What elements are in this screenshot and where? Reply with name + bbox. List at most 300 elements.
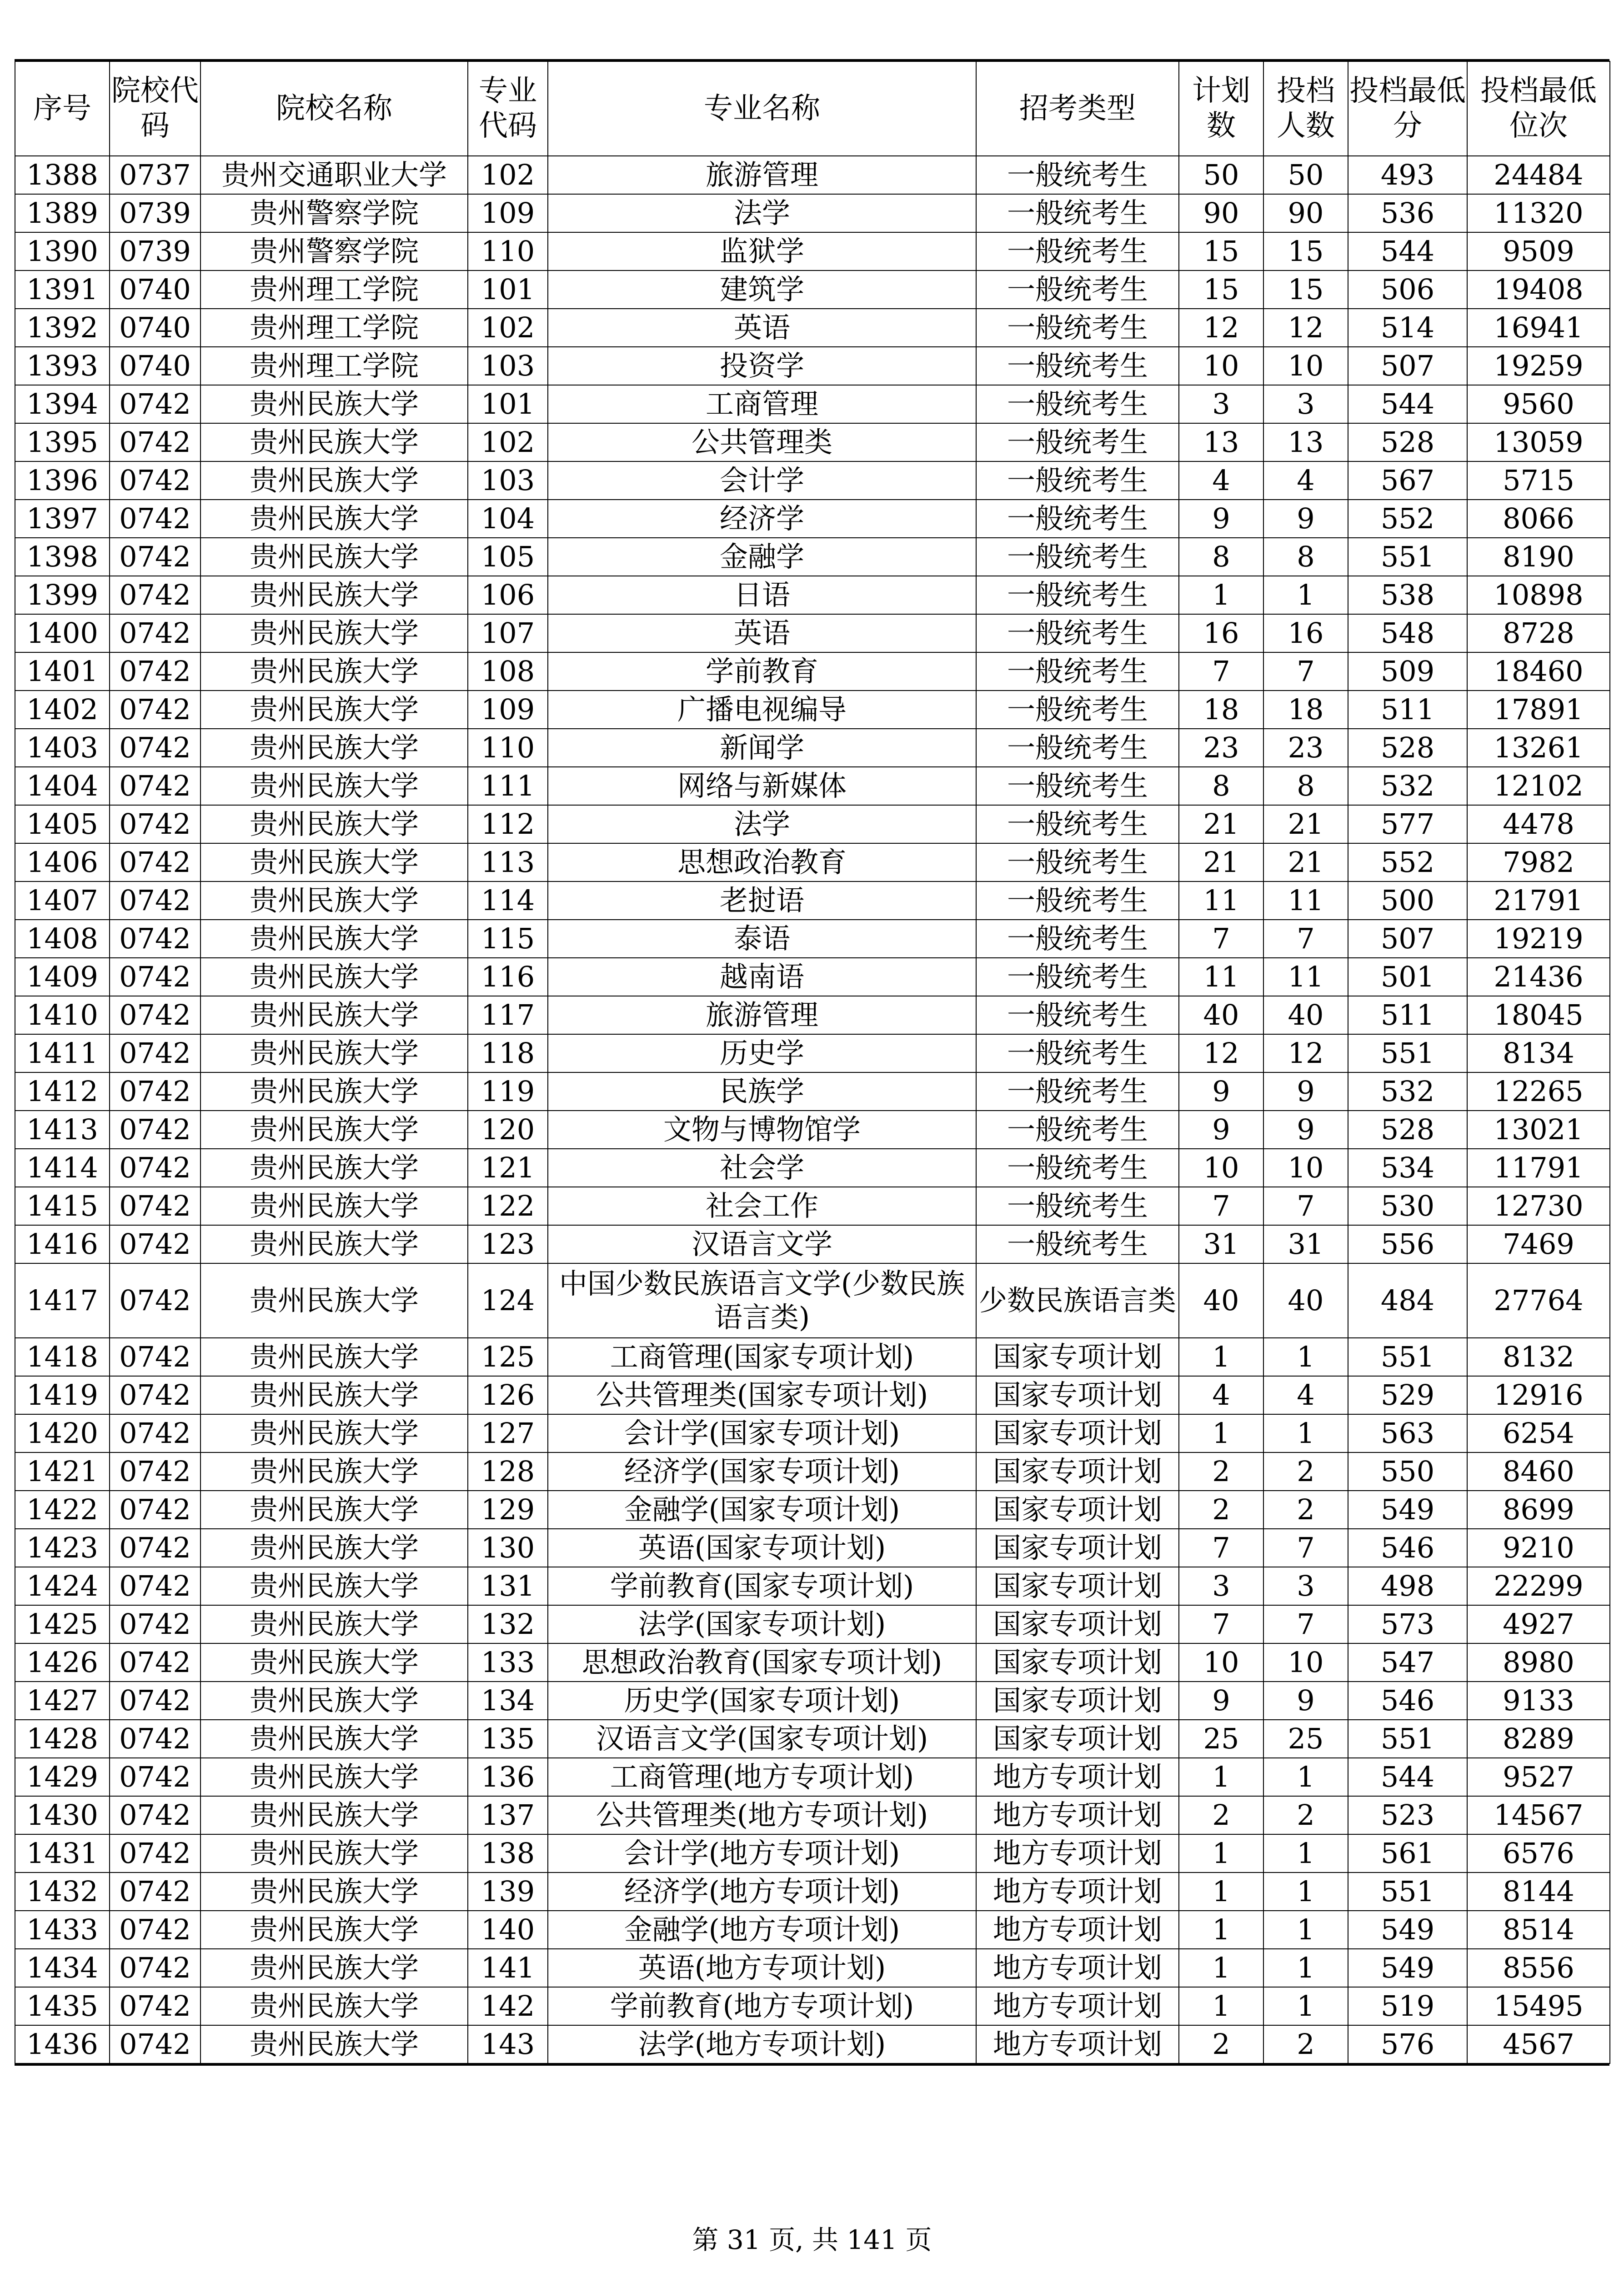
cell-admitted-count: 10 xyxy=(1263,1643,1348,1682)
cell-major-name: 英语(国家专项计划) xyxy=(548,1529,976,1567)
cell-plan-count: 7 xyxy=(1179,652,1263,691)
cell-min-score: 528 xyxy=(1348,1111,1467,1149)
cell-admission-type: 国家专项计划 xyxy=(976,1643,1179,1682)
cell-seq: 1389 xyxy=(15,194,110,232)
cell-major-code: 139 xyxy=(468,1872,548,1911)
cell-major-name: 老挝语 xyxy=(548,881,976,920)
cell-admission-type: 一般统考生 xyxy=(976,767,1179,805)
table-row xyxy=(15,1149,1610,1187)
cell-min-score: 549 xyxy=(1348,1491,1467,1529)
cell-admitted-count: 16 xyxy=(1263,614,1348,652)
cell-seq: 1436 xyxy=(15,2025,110,2063)
cell-min-rank: 18460 xyxy=(1467,652,1610,691)
cell-admitted-count: 21 xyxy=(1263,805,1348,843)
cell-admitted-count: 1 xyxy=(1263,1872,1348,1911)
cell-admission-type: 地方专项计划 xyxy=(976,1758,1179,1796)
cell-plan-count: 2 xyxy=(1179,1796,1263,1834)
cell-school-name: 贵州民族大学 xyxy=(200,1758,468,1796)
cell-school-name: 贵州民族大学 xyxy=(200,843,468,881)
cell-min-rank: 16941 xyxy=(1467,309,1610,347)
cell-min-rank: 12102 xyxy=(1467,767,1610,805)
cell-school-code: 0742 xyxy=(110,1987,200,2025)
cell-school-name: 贵州民族大学 xyxy=(200,881,468,920)
cell-min-rank: 11320 xyxy=(1467,194,1610,232)
cell-min-rank: 9133 xyxy=(1467,1682,1610,1720)
cell-admitted-count: 31 xyxy=(1263,1225,1348,1263)
cell-major-name: 学前教育(国家专项计划) xyxy=(548,1567,976,1605)
cell-major-name: 泰语 xyxy=(548,920,976,958)
cell-school-code: 0742 xyxy=(110,1643,200,1682)
cell-school-name: 贵州民族大学 xyxy=(200,538,468,576)
cell-major-name: 英语 xyxy=(548,309,976,347)
cell-school-name: 贵州民族大学 xyxy=(200,1225,468,1263)
table-row xyxy=(15,1720,1610,1758)
cell-major-name: 新闻学 xyxy=(548,729,976,767)
cell-admission-type: 一般统考生 xyxy=(976,805,1179,843)
cell-admitted-count: 4 xyxy=(1263,1376,1348,1414)
cell-admission-type: 国家专项计划 xyxy=(976,1720,1179,1758)
table-row xyxy=(15,347,1610,385)
cell-school-code: 0742 xyxy=(110,843,200,881)
cell-major-code: 101 xyxy=(468,385,548,423)
cell-min-score: 498 xyxy=(1348,1567,1467,1605)
cell-admitted-count: 7 xyxy=(1263,1529,1348,1567)
cell-admitted-count: 10 xyxy=(1263,1149,1348,1187)
cell-min-score: 546 xyxy=(1348,1529,1467,1567)
cell-admission-type: 一般统考生 xyxy=(976,652,1179,691)
cell-school-name: 贵州民族大学 xyxy=(200,385,468,423)
cell-plan-count: 2 xyxy=(1179,1491,1263,1529)
cell-plan-count: 16 xyxy=(1179,614,1263,652)
cell-major-code: 107 xyxy=(468,614,548,652)
cell-school-code: 0742 xyxy=(110,1034,200,1072)
cell-seq: 1401 xyxy=(15,652,110,691)
cell-major-code: 137 xyxy=(468,1796,548,1834)
cell-school-name: 贵州民族大学 xyxy=(200,1567,468,1605)
table-row xyxy=(15,1414,1610,1452)
cell-seq: 1404 xyxy=(15,767,110,805)
table-row xyxy=(15,194,1610,232)
cell-plan-count: 1 xyxy=(1179,1911,1263,1949)
cell-plan-count: 2 xyxy=(1179,1452,1263,1491)
cell-major-name: 历史学 xyxy=(548,1034,976,1072)
admission-table xyxy=(15,61,1610,2064)
cell-min-score: 552 xyxy=(1348,500,1467,538)
cell-school-code: 0742 xyxy=(110,652,200,691)
table-row xyxy=(15,1491,1610,1529)
cell-min-rank: 8289 xyxy=(1467,1720,1610,1758)
cell-min-score: 547 xyxy=(1348,1643,1467,1682)
cell-admission-type: 一般统考生 xyxy=(976,385,1179,423)
cell-school-name: 贵州民族大学 xyxy=(200,1872,468,1911)
cell-major-code: 140 xyxy=(468,1911,548,1949)
cell-admitted-count: 3 xyxy=(1263,385,1348,423)
table-row xyxy=(15,1949,1610,1987)
cell-admission-type: 国家专项计划 xyxy=(976,1529,1179,1567)
cell-seq: 1416 xyxy=(15,1225,110,1263)
cell-min-rank: 19408 xyxy=(1467,270,1610,309)
cell-plan-count: 9 xyxy=(1179,1111,1263,1149)
cell-min-rank: 9210 xyxy=(1467,1529,1610,1567)
cell-major-name: 广播电视编导 xyxy=(548,691,976,729)
table-row xyxy=(15,1376,1610,1414)
cell-major-code: 130 xyxy=(468,1529,548,1567)
cell-admission-type: 一般统考生 xyxy=(976,996,1179,1034)
cell-plan-count: 7 xyxy=(1179,920,1263,958)
cell-admission-type: 一般统考生 xyxy=(976,691,1179,729)
cell-admitted-count: 90 xyxy=(1263,194,1348,232)
cell-seq: 1394 xyxy=(15,385,110,423)
cell-school-name: 贵州民族大学 xyxy=(200,576,468,614)
cell-admitted-count: 40 xyxy=(1263,1263,1348,1338)
cell-school-name: 贵州民族大学 xyxy=(200,996,468,1034)
cell-seq: 1403 xyxy=(15,729,110,767)
cell-major-name: 思想政治教育(国家专项计划) xyxy=(548,1643,976,1682)
cell-major-code: 128 xyxy=(468,1452,548,1491)
cell-major-code: 121 xyxy=(468,1149,548,1187)
cell-admission-type: 一般统考生 xyxy=(976,461,1179,500)
cell-major-name: 会计学(国家专项计划) xyxy=(548,1414,976,1452)
table-row xyxy=(15,1987,1610,2025)
cell-plan-count: 7 xyxy=(1179,1187,1263,1225)
cell-school-name: 贵州民族大学 xyxy=(200,1643,468,1682)
header-seq: 序号 xyxy=(15,61,110,156)
cell-school-name: 贵州民族大学 xyxy=(200,1987,468,2025)
cell-admitted-count: 1 xyxy=(1263,576,1348,614)
cell-min-score: 536 xyxy=(1348,194,1467,232)
cell-min-score: 501 xyxy=(1348,958,1467,996)
cell-admission-type: 一般统考生 xyxy=(976,1072,1179,1111)
cell-school-name: 贵州民族大学 xyxy=(200,1834,468,1872)
cell-school-name: 贵州民族大学 xyxy=(200,1149,468,1187)
cell-plan-count: 1 xyxy=(1179,1949,1263,1987)
cell-major-name: 学前教育 xyxy=(548,652,976,691)
cell-min-rank: 8460 xyxy=(1467,1452,1610,1491)
cell-plan-count: 40 xyxy=(1179,996,1263,1034)
cell-school-name: 贵州民族大学 xyxy=(200,920,468,958)
cell-major-name: 中国少数民族语言文学(少数民族语言类) xyxy=(548,1263,976,1338)
cell-school-code: 0742 xyxy=(110,500,200,538)
cell-plan-count: 13 xyxy=(1179,423,1263,461)
table-row xyxy=(15,691,1610,729)
cell-major-code: 126 xyxy=(468,1376,548,1414)
cell-school-code: 0742 xyxy=(110,1225,200,1263)
cell-min-rank: 12265 xyxy=(1467,1072,1610,1111)
cell-school-name: 贵州民族大学 xyxy=(200,1187,468,1225)
cell-plan-count: 10 xyxy=(1179,347,1263,385)
cell-min-rank: 24484 xyxy=(1467,156,1610,194)
table-row xyxy=(15,614,1610,652)
cell-school-name: 贵州民族大学 xyxy=(200,1720,468,1758)
cell-admission-type: 一般统考生 xyxy=(976,958,1179,996)
cell-major-name: 工商管理 xyxy=(548,385,976,423)
cell-admission-type: 一般统考生 xyxy=(976,423,1179,461)
cell-major-name: 工商管理(国家专项计划) xyxy=(548,1338,976,1376)
cell-admitted-count: 8 xyxy=(1263,767,1348,805)
cell-school-code: 0742 xyxy=(110,614,200,652)
cell-seq: 1402 xyxy=(15,691,110,729)
table-row xyxy=(15,156,1610,194)
table-row xyxy=(15,1529,1610,1567)
header-min-score: 投档最低分 xyxy=(1348,61,1467,156)
cell-plan-count: 1 xyxy=(1179,576,1263,614)
cell-school-name: 贵州民族大学 xyxy=(200,1072,468,1111)
cell-school-name: 贵州理工学院 xyxy=(200,270,468,309)
cell-min-score: 544 xyxy=(1348,385,1467,423)
cell-school-code: 0740 xyxy=(110,347,200,385)
cell-admitted-count: 2 xyxy=(1263,2025,1348,2063)
cell-plan-count: 2 xyxy=(1179,2025,1263,2063)
cell-plan-count: 9 xyxy=(1179,1682,1263,1720)
cell-min-score: 573 xyxy=(1348,1605,1467,1643)
cell-min-score: 577 xyxy=(1348,805,1467,843)
cell-plan-count: 25 xyxy=(1179,1720,1263,1758)
cell-school-name: 贵州民族大学 xyxy=(200,1949,468,1987)
cell-plan-count: 31 xyxy=(1179,1225,1263,1263)
table-row xyxy=(15,805,1610,843)
cell-major-code: 117 xyxy=(468,996,548,1034)
cell-admission-type: 一般统考生 xyxy=(976,309,1179,347)
cell-min-score: 511 xyxy=(1348,691,1467,729)
table-row xyxy=(15,996,1610,1034)
cell-school-name: 贵州民族大学 xyxy=(200,423,468,461)
cell-plan-count: 18 xyxy=(1179,691,1263,729)
cell-major-name: 旅游管理 xyxy=(548,156,976,194)
cell-admitted-count: 7 xyxy=(1263,1605,1348,1643)
table-row xyxy=(15,1034,1610,1072)
cell-seq: 1423 xyxy=(15,1529,110,1567)
cell-school-name: 贵州民族大学 xyxy=(200,1452,468,1491)
cell-admitted-count: 9 xyxy=(1263,1072,1348,1111)
cell-min-rank: 9527 xyxy=(1467,1758,1610,1796)
cell-admission-type: 国家专项计划 xyxy=(976,1452,1179,1491)
cell-major-name: 汉语言文学 xyxy=(548,1225,976,1263)
cell-admitted-count: 2 xyxy=(1263,1491,1348,1529)
cell-plan-count: 8 xyxy=(1179,538,1263,576)
cell-seq: 1417 xyxy=(15,1263,110,1338)
cell-major-code: 109 xyxy=(468,194,548,232)
cell-plan-count: 12 xyxy=(1179,309,1263,347)
cell-seq: 1431 xyxy=(15,1834,110,1872)
cell-seq: 1391 xyxy=(15,270,110,309)
cell-school-code: 0737 xyxy=(110,156,200,194)
cell-major-name: 英语(地方专项计划) xyxy=(548,1949,976,1987)
cell-major-code: 110 xyxy=(468,729,548,767)
cell-admitted-count: 23 xyxy=(1263,729,1348,767)
cell-school-name: 贵州交通职业大学 xyxy=(200,156,468,194)
cell-seq: 1432 xyxy=(15,1872,110,1911)
cell-school-name: 贵州民族大学 xyxy=(200,1911,468,1949)
cell-plan-count: 1 xyxy=(1179,1834,1263,1872)
cell-admission-type: 一般统考生 xyxy=(976,1111,1179,1149)
table-row xyxy=(15,1338,1610,1376)
cell-min-score: 534 xyxy=(1348,1149,1467,1187)
table-row xyxy=(15,1225,1610,1263)
cell-min-rank: 27764 xyxy=(1467,1263,1610,1338)
cell-school-name: 贵州民族大学 xyxy=(200,1338,468,1376)
cell-admitted-count: 13 xyxy=(1263,423,1348,461)
cell-min-score: 551 xyxy=(1348,1338,1467,1376)
table-row xyxy=(15,423,1610,461)
cell-admitted-count: 2 xyxy=(1263,1452,1348,1491)
cell-major-code: 124 xyxy=(468,1263,548,1338)
cell-major-name: 监狱学 xyxy=(548,232,976,270)
cell-admitted-count: 3 xyxy=(1263,1567,1348,1605)
cell-seq: 1388 xyxy=(15,156,110,194)
table-row xyxy=(15,1834,1610,1872)
cell-school-code: 0742 xyxy=(110,576,200,614)
table-row xyxy=(15,652,1610,691)
cell-school-name: 贵州民族大学 xyxy=(200,652,468,691)
cell-seq: 1415 xyxy=(15,1187,110,1225)
cell-major-code: 113 xyxy=(468,843,548,881)
cell-major-code: 141 xyxy=(468,1949,548,1987)
cell-school-name: 贵州民族大学 xyxy=(200,500,468,538)
cell-admitted-count: 40 xyxy=(1263,996,1348,1034)
cell-major-code: 112 xyxy=(468,805,548,843)
header-min-rank: 投档最低位次 xyxy=(1467,61,1610,156)
cell-admitted-count: 1 xyxy=(1263,1987,1348,2025)
cell-seq: 1428 xyxy=(15,1720,110,1758)
cell-admitted-count: 50 xyxy=(1263,156,1348,194)
admission-table-container xyxy=(15,59,1609,2066)
cell-admitted-count: 15 xyxy=(1263,232,1348,270)
cell-seq: 1435 xyxy=(15,1987,110,2025)
cell-school-code: 0740 xyxy=(110,270,200,309)
table-row xyxy=(15,500,1610,538)
cell-admission-type: 一般统考生 xyxy=(976,500,1179,538)
cell-min-score: 551 xyxy=(1348,1720,1467,1758)
cell-admission-type: 国家专项计划 xyxy=(976,1376,1179,1414)
cell-min-score: 556 xyxy=(1348,1225,1467,1263)
cell-min-score: 550 xyxy=(1348,1452,1467,1491)
table-row xyxy=(15,920,1610,958)
cell-min-rank: 12730 xyxy=(1467,1187,1610,1225)
table-row xyxy=(15,1263,1610,1338)
cell-min-rank: 21436 xyxy=(1467,958,1610,996)
cell-school-name: 贵州民族大学 xyxy=(200,691,468,729)
cell-plan-count: 1 xyxy=(1179,1338,1263,1376)
cell-major-name: 历史学(国家专项计划) xyxy=(548,1682,976,1720)
cell-major-name: 经济学(国家专项计划) xyxy=(548,1452,976,1491)
cell-min-rank: 19259 xyxy=(1467,347,1610,385)
cell-admission-type: 国家专项计划 xyxy=(976,1567,1179,1605)
cell-min-rank: 22299 xyxy=(1467,1567,1610,1605)
cell-min-rank: 11791 xyxy=(1467,1149,1610,1187)
cell-admission-type: 地方专项计划 xyxy=(976,2025,1179,2063)
cell-school-code: 0742 xyxy=(110,385,200,423)
cell-min-rank: 5715 xyxy=(1467,461,1610,500)
cell-major-name: 越南语 xyxy=(548,958,976,996)
table-row xyxy=(15,2025,1610,2063)
cell-admission-type: 地方专项计划 xyxy=(976,1872,1179,1911)
cell-admitted-count: 2 xyxy=(1263,1796,1348,1834)
cell-admission-type: 国家专项计划 xyxy=(976,1605,1179,1643)
cell-admitted-count: 4 xyxy=(1263,461,1348,500)
cell-admitted-count: 15 xyxy=(1263,270,1348,309)
cell-plan-count: 40 xyxy=(1179,1263,1263,1338)
cell-major-code: 108 xyxy=(468,652,548,691)
cell-admission-type: 一般统考生 xyxy=(976,156,1179,194)
cell-school-code: 0742 xyxy=(110,996,200,1034)
cell-plan-count: 3 xyxy=(1179,1567,1263,1605)
cell-plan-count: 15 xyxy=(1179,270,1263,309)
cell-major-code: 125 xyxy=(468,1338,548,1376)
table-row xyxy=(15,232,1610,270)
cell-seq: 1410 xyxy=(15,996,110,1034)
cell-admission-type: 一般统考生 xyxy=(976,576,1179,614)
cell-school-name: 贵州民族大学 xyxy=(200,958,468,996)
cell-admission-type: 国家专项计划 xyxy=(976,1338,1179,1376)
cell-major-name: 日语 xyxy=(548,576,976,614)
cell-plan-count: 3 xyxy=(1179,385,1263,423)
cell-major-code: 102 xyxy=(468,423,548,461)
cell-seq: 1399 xyxy=(15,576,110,614)
cell-admitted-count: 7 xyxy=(1263,920,1348,958)
cell-seq: 1426 xyxy=(15,1643,110,1682)
cell-school-name: 贵州民族大学 xyxy=(200,1796,468,1834)
cell-min-rank: 8132 xyxy=(1467,1338,1610,1376)
cell-admission-type: 国家专项计划 xyxy=(976,1682,1179,1720)
cell-major-code: 102 xyxy=(468,309,548,347)
cell-admission-type: 地方专项计划 xyxy=(976,1834,1179,1872)
cell-school-code: 0742 xyxy=(110,1911,200,1949)
cell-min-rank: 12916 xyxy=(1467,1376,1610,1414)
cell-min-rank: 8699 xyxy=(1467,1491,1610,1529)
cell-school-code: 0742 xyxy=(110,1529,200,1567)
cell-school-code: 0742 xyxy=(110,1072,200,1111)
cell-admitted-count: 9 xyxy=(1263,1111,1348,1149)
cell-plan-count: 1 xyxy=(1179,1987,1263,2025)
cell-major-code: 101 xyxy=(468,270,548,309)
cell-min-rank: 7982 xyxy=(1467,843,1610,881)
cell-school-name: 贵州警察学院 xyxy=(200,194,468,232)
cell-plan-count: 23 xyxy=(1179,729,1263,767)
cell-admitted-count: 1 xyxy=(1263,1834,1348,1872)
cell-min-rank: 6576 xyxy=(1467,1834,1610,1872)
cell-school-name: 贵州民族大学 xyxy=(200,1491,468,1529)
cell-major-code: 116 xyxy=(468,958,548,996)
cell-major-code: 136 xyxy=(468,1758,548,1796)
cell-plan-count: 11 xyxy=(1179,881,1263,920)
cell-admission-type: 一般统考生 xyxy=(976,1034,1179,1072)
table-row xyxy=(15,1643,1610,1682)
cell-school-code: 0742 xyxy=(110,1187,200,1225)
cell-seq: 1393 xyxy=(15,347,110,385)
cell-school-code: 0742 xyxy=(110,1567,200,1605)
cell-min-score: 551 xyxy=(1348,1034,1467,1072)
cell-min-score: 576 xyxy=(1348,2025,1467,2063)
cell-school-name: 贵州民族大学 xyxy=(200,461,468,500)
cell-seq: 1412 xyxy=(15,1072,110,1111)
cell-school-code: 0742 xyxy=(110,1414,200,1452)
cell-plan-count: 9 xyxy=(1179,500,1263,538)
cell-min-rank: 21791 xyxy=(1467,881,1610,920)
cell-major-name: 经济学(地方专项计划) xyxy=(548,1872,976,1911)
cell-school-code: 0742 xyxy=(110,1720,200,1758)
cell-school-name: 贵州理工学院 xyxy=(200,347,468,385)
table-row xyxy=(15,881,1610,920)
table-row xyxy=(15,385,1610,423)
cell-school-name: 贵州民族大学 xyxy=(200,1529,468,1567)
cell-min-score: 563 xyxy=(1348,1414,1467,1452)
cell-seq: 1420 xyxy=(15,1414,110,1452)
cell-min-rank: 8190 xyxy=(1467,538,1610,576)
cell-admission-type: 一般统考生 xyxy=(976,881,1179,920)
header-admission-type: 招考类型 xyxy=(976,61,1179,156)
cell-min-score: 507 xyxy=(1348,920,1467,958)
cell-plan-count: 50 xyxy=(1179,156,1263,194)
